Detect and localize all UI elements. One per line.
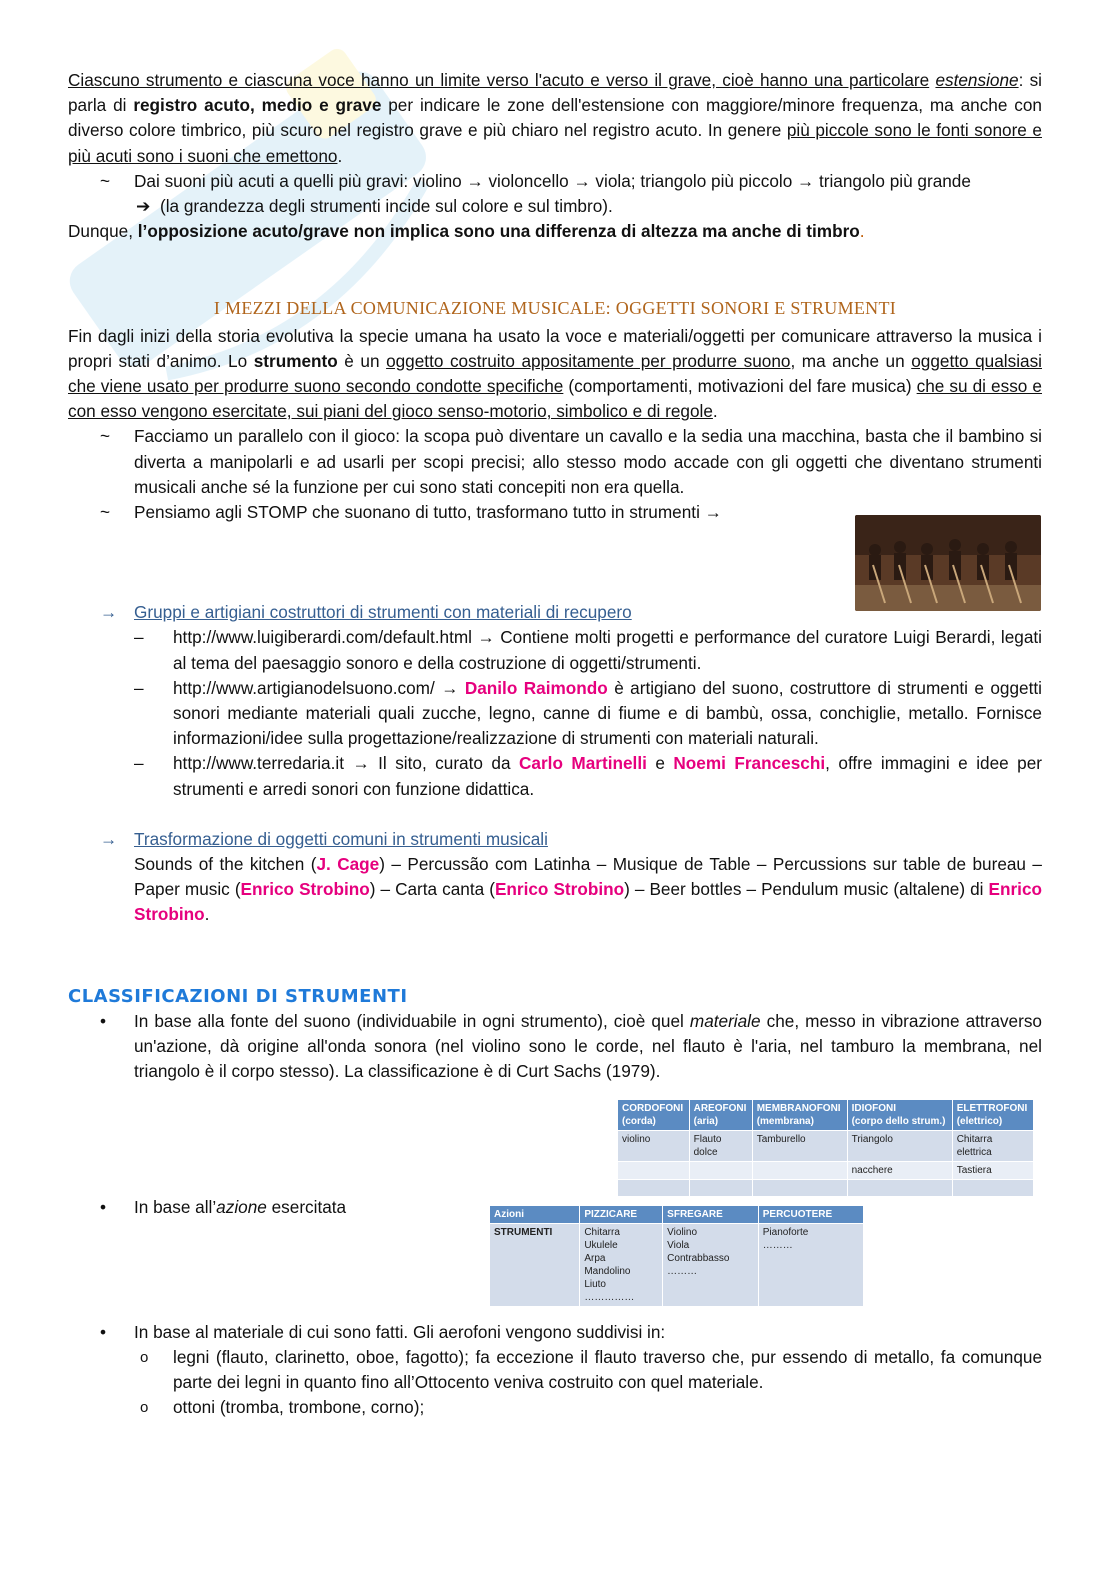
list-sub-item: ➔ (la grandezza degli strumenti incide sul colore e sul timbro). — [136, 196, 613, 217]
list-sub-item: o ottoni (tromba, trombone, corno); — [140, 1397, 425, 1418]
list-item: • In base all’azione esercitata — [100, 1196, 347, 1217]
list-item: ~ Facciamo un parallelo con il gioco: la scopa può diventare un cavallo e la sedia una macchina, basta che il bambino si diverta a manipolarli e ad usarli per scopi precisi; allo stesso modo accade con gli oggetti che diventano strumenti musicali anche sé la funzione per cui sono stati concepiti non era quella. — [100, 426, 1042, 497]
table-header: SFREGARE — [663, 1206, 759, 1224]
link-artigianodelsuono[interactable]: http://www.artigianodelsuono.com/ — [173, 677, 435, 698]
table-row: violino Flauto dolce Tamburello Triangolo Chitarra elettrica — [618, 1131, 1034, 1162]
table-row — [618, 1180, 1034, 1197]
trasformazione-paragraph: Sounds of the kitchen (J. Cage) – Percussão com Latinha – Musique de Table – Percussions sur table de bureau – Paper music (Enrico Strobino) – Carta canta (Enrico Strobino) – Beer bottles – Pendulum music (altalene) di Enrico Strobino. — [134, 854, 1042, 925]
table-row: STRUMENTI Chitarra Ukulele Arpa Mandolino Liuto …………… Violino Viola Contrabbasso ……… Pianoforte ……… — [490, 1224, 864, 1307]
link-terredaria[interactable]: http://www.terredaria.it — [173, 753, 344, 774]
table-sachs — [617, 1099, 1034, 1197]
trasformazione-heading[interactable]: → Trasformazione di oggetti comuni in strumenti musicali — [68, 827, 1042, 852]
table-header: MEMBRANOFONI (membrana) — [752, 1100, 847, 1131]
list-item: – http://www.artigianodelsuono.com/ → Danilo Raimondo è artigiano del suono, costruttore di strumenti e oggetti sonori mediante materiali quali zucche, legno, canne di fiume e di bambù, ossa, conchiglie, metallo. Fornisce informazioni/idee sulla progettazione/realizzazione di strumenti con materiali naturali. — [134, 677, 1042, 749]
table-header: CORDOFONI (corda) — [618, 1100, 690, 1131]
arrow-icon: → — [100, 828, 118, 849]
table-header: ELETTROFONI (elettrico) — [952, 1100, 1033, 1131]
section-title-mezzi: I MEZZI DELLA COMUNICAZIONE MUSICALE: OGGETTI SONORI E STRUMENTI — [213, 298, 897, 319]
list-item: • In base al materiale di cui sono fatti. Gli aerofoni vengono suddivisi in: — [100, 1321, 666, 1342]
table-azioni — [489, 1205, 864, 1307]
link-luigiberardi[interactable]: http://www.luigiberardi.com/default.html — [173, 627, 473, 648]
stomp-photo — [855, 515, 1041, 611]
list-item: ~ Dai suoni più acuti a quelli più gravi: violino → violoncello → viola; triangolo più piccolo → triangolo più grande — [100, 170, 971, 191]
table-header: PIZZICARE — [580, 1206, 663, 1224]
table-header: IDIOFONI (corpo dello strum.) — [847, 1100, 952, 1131]
table-header: AREOFONI (aria) — [689, 1100, 752, 1131]
intro-paragraph: Ciascuno strumento e ciascuna voce hanno un limite verso l'acuto e verso il grave, cioè hanno una particolare estensione: si parla di registro acuto, medio e grave per indicare le zone dell'estensione con maggiore/minore frequenza, ma anche con diverso colore timbrico, più scuro nel registro grave e più chiaro nel registro acuto. In genere più piccole sono le fonti sonore e più acuti sono i suoni che emettono. — [68, 70, 1042, 166]
list-sub-item: o legni (flauto, clarinetto, oboe, fagotto); fa eccezione il flauto traverso che, pur essendo di metallo, fa comunque parte dei legni in quanto fino all’Ottocento veniva costruito con quel materiale. — [140, 1346, 1042, 1393]
arrow-icon: ➔ — [136, 196, 151, 217]
conclusion-paragraph: Dunque, l’opposizione acuto/grave non implica sono una differenza di altezza ma anche di timbro. — [68, 221, 865, 242]
section-title-classificazioni: CLASSIFICAZIONI DI STRUMENTI — [68, 985, 408, 1007]
list-item: ~ Pensiamo agli STOMP che suonano di tutto, trasformano tutto in strumenti → — [100, 502, 722, 523]
list-item: – http://www.terredaria.it → Il sito, curato da Carlo Martinelli e Noemi Franceschi, offre immagini e idee per strumenti e arredi sonori con funzione didattica. — [134, 753, 1043, 799]
gruppi-heading[interactable]: → Gruppi e artigiani costruttori di strumenti con materiali di recupero — [68, 600, 1042, 625]
list-item: • In base alla fonte del suono (individuabile in ogni strumento), cioè quel materiale che, messo in vibrazione attraverso un'azione, dà origine all'onda sonora (nel violino sono le corde, nel flauto è l'aria, nel tamburo la membrana, nel triangolo è il corpo stesso). La classificazione è di Curt Sachs (1979). — [100, 1010, 1042, 1082]
table-row: nacchere Tastiera — [618, 1162, 1034, 1180]
list-item: – http://www.luigiberardi.com/default.html → Contiene molti progetti e performance del curatore Luigi Berardi, legati al tema del paesaggio sonoro e della costruzione di oggetti/strumenti. — [134, 627, 1042, 673]
arrow-icon: → — [100, 602, 118, 623]
mezzi-paragraph: Fin dagli inizi della storia evolutiva la specie umana ha usato la voce e materiali/oggetti per comunicare attraverso la musica i propri stati d’animo. Lo strumento è un oggetto costruito appositamente per produrre suono, ma anche un oggetto qualsiasi che viene usato per produrre suono secondo condotte specifiche (comportamenti, motivazioni del fare musica) che su di esso e con esso vengono esercitate, sui piani del gioco senso-motorio, simbolico e di regole. — [68, 325, 1042, 422]
table-header: PERCUOTERE — [758, 1206, 863, 1224]
table-header: Azioni — [490, 1206, 580, 1224]
